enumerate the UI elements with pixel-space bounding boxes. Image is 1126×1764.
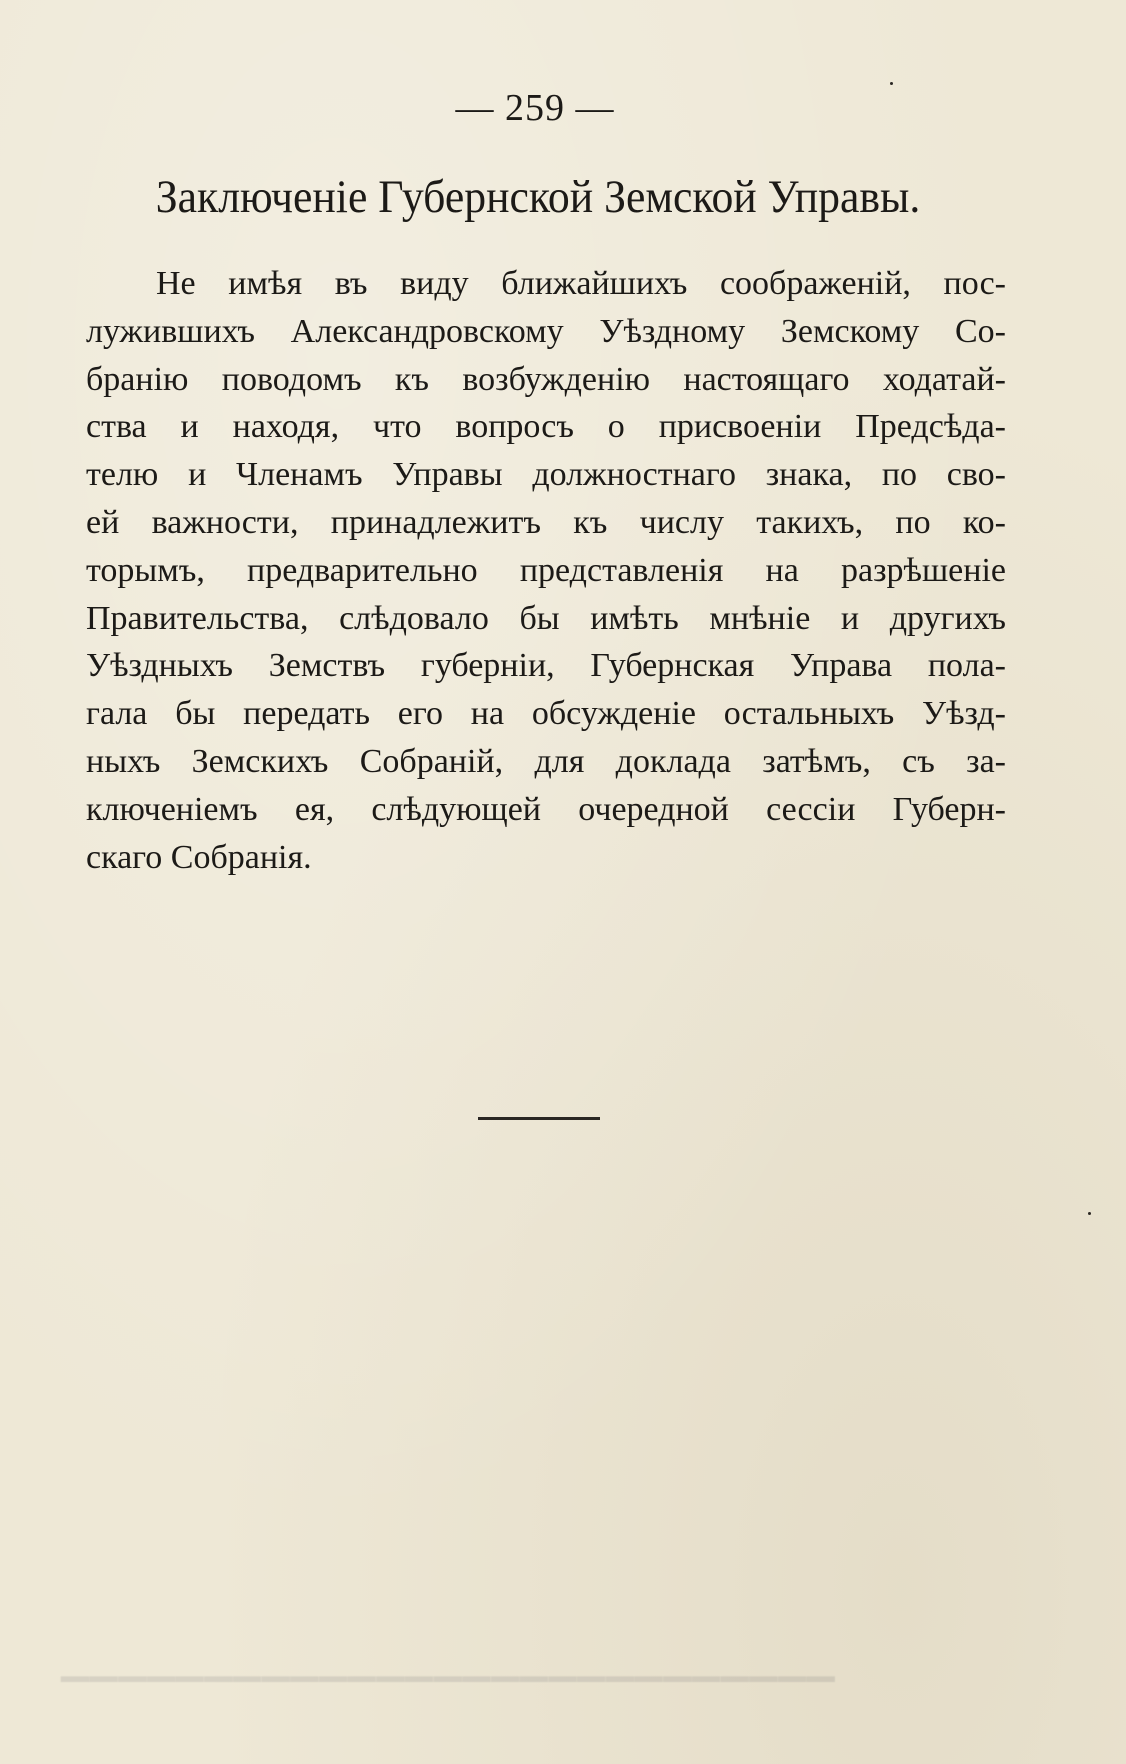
paper-speck [1088,1212,1091,1215]
section-title: Заключеніе Губернской Земской Управы. [155,171,921,223]
paragraph [86,260,1006,881]
paragraph-line: ей важности, принадлежитъ къ числу такихъ, по ко- [86,503,1006,541]
paragraph-line: торымъ, предварительно представленія на разрѣшеніе [86,551,1006,589]
paper-speck [890,82,893,85]
paragraph-line: гала бы передать его на обсужденіе остальныхъ Уѣзд- [86,695,1006,733]
paragraph-line: Правительства, слѣдовало бы имѣть мнѣніе и другихъ [86,599,1006,637]
paragraph-line: ныхъ Земскихъ Собраній, для доклада затѣмъ, съ за- [86,742,1006,780]
paragraph-line: Уѣздныхъ Земствъ губерніи, Губернская Управа пола- [86,647,1006,685]
bleed-through-texture: ▁▁▁▁▁▁▁▁▁▁▁▁▁▁▁▁▁▁▁▁▁▁▁▁▁▁▁ [60,1641,835,1681]
paragraph-line: Не имѣя въ виду ближайшихъ соображеній, пос- [156,265,1006,302]
paragraph-line: бранію поводомъ къ возбужденію настоящаго ходатай- [86,360,1006,398]
paragraph-line: ства и находя, что вопросъ о присвоеніи Предсѣда- [86,408,1006,446]
paragraph-line: ключеніемъ ея, слѣдующей очередной сессіи Губерн- [86,790,1006,828]
paragraph-line: скаго Собранія. [86,838,312,876]
paragraph-line: телю и Членамъ Управы должностнаго знака, по сво- [86,456,1006,494]
paragraph-line: лужившихъ Александровскому Уѣздному Земскому Со- [86,312,1006,350]
section-divider [478,1117,600,1120]
page-number: — 259 — [455,87,615,129]
